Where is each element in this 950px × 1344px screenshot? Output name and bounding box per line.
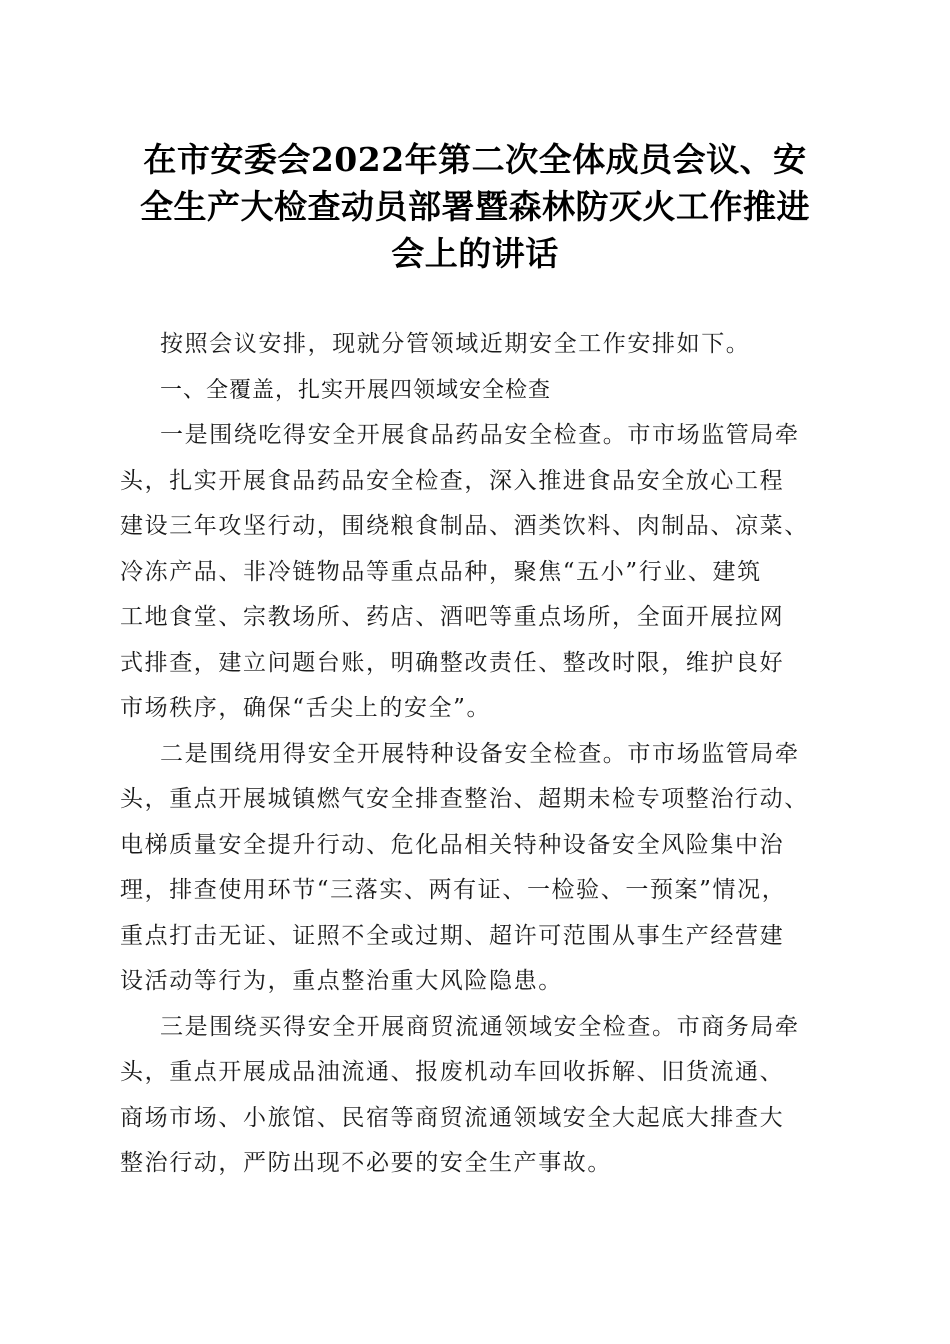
text-line: 商场市场、小旅馆、民宿等商贸流通领域安全大起底大排查大 <box>120 1104 785 1131</box>
text-line: 头，重点开展成品油流通、报废机动车回收拆解、旧货流通、 <box>120 1059 785 1085</box>
title-line: 会上的讲话 <box>391 234 559 273</box>
section-heading: 一、全覆盖，扎实开展四领域安全检查 <box>160 377 552 403</box>
text-line: 重点打击无证、证照不全或过期、超许可范围从事生产经营建 <box>120 922 785 949</box>
text-line: 一是围绕吃得安全开展食品药品安全检查。市市场监管局牵 <box>160 422 800 448</box>
text-line: 工地食堂、宗教场所、药店、酒吧等重点场所，全面开展拉网 <box>120 604 785 630</box>
title-line: 全生产大检查动员部署暨森林防灭火工作推进 <box>140 187 810 226</box>
text-line: 式排查，建立问题台账，明确整改责任、整改时限，维护良好 <box>120 649 785 676</box>
title-line: 在市安委会2022年第二次全体成员会议、安 <box>143 140 807 179</box>
text-line: 整治行动，严防出现不必要的安全生产事故。 <box>120 1150 612 1176</box>
paragraph-commerce <box>120 1005 840 1187</box>
document-body <box>120 322 840 1187</box>
text-line: 电梯质量安全提升行动、危化品相关特种设备安全风险集中治 <box>120 831 785 858</box>
text-line: 按照会议安排，现就分管领域近期安全工作安排如下。 <box>160 331 751 357</box>
document-title <box>110 136 840 277</box>
text-line: 头，扎实开展食品药品安全检查，深入推进食品安全放心工程 <box>120 467 785 494</box>
text-line: 头，重点开展城镇燃气安全排查整治、超期未检专项整治行动、 <box>120 786 809 812</box>
intro-paragraph <box>120 322 840 368</box>
text-line: 二是围绕用得安全开展特种设备安全检查。市市场监管局牵 <box>160 740 800 767</box>
paragraph-special-equipment <box>120 732 840 1005</box>
text-line: 理，排查使用环节“三落实、两有证、一检验、一预案”情况， <box>120 877 787 903</box>
text-line: 建设三年攻坚行动，围绕粮食制品、酒类饮料、肉制品、凉菜、 <box>120 513 809 539</box>
text-line: 冷冻产品、非冷链物品等重点品种，聚焦“五小”行业、建筑 <box>120 558 762 585</box>
paragraph-food-safety <box>120 413 840 732</box>
text-line: 三是围绕买得安全开展商贸流通领域安全检查。市商务局牵 <box>160 1013 800 1040</box>
text-line: 市场秩序，确保“舌尖上的安全”。 <box>120 695 492 721</box>
text-line: 设活动等行为，重点整治重大风险隐患。 <box>120 968 563 994</box>
